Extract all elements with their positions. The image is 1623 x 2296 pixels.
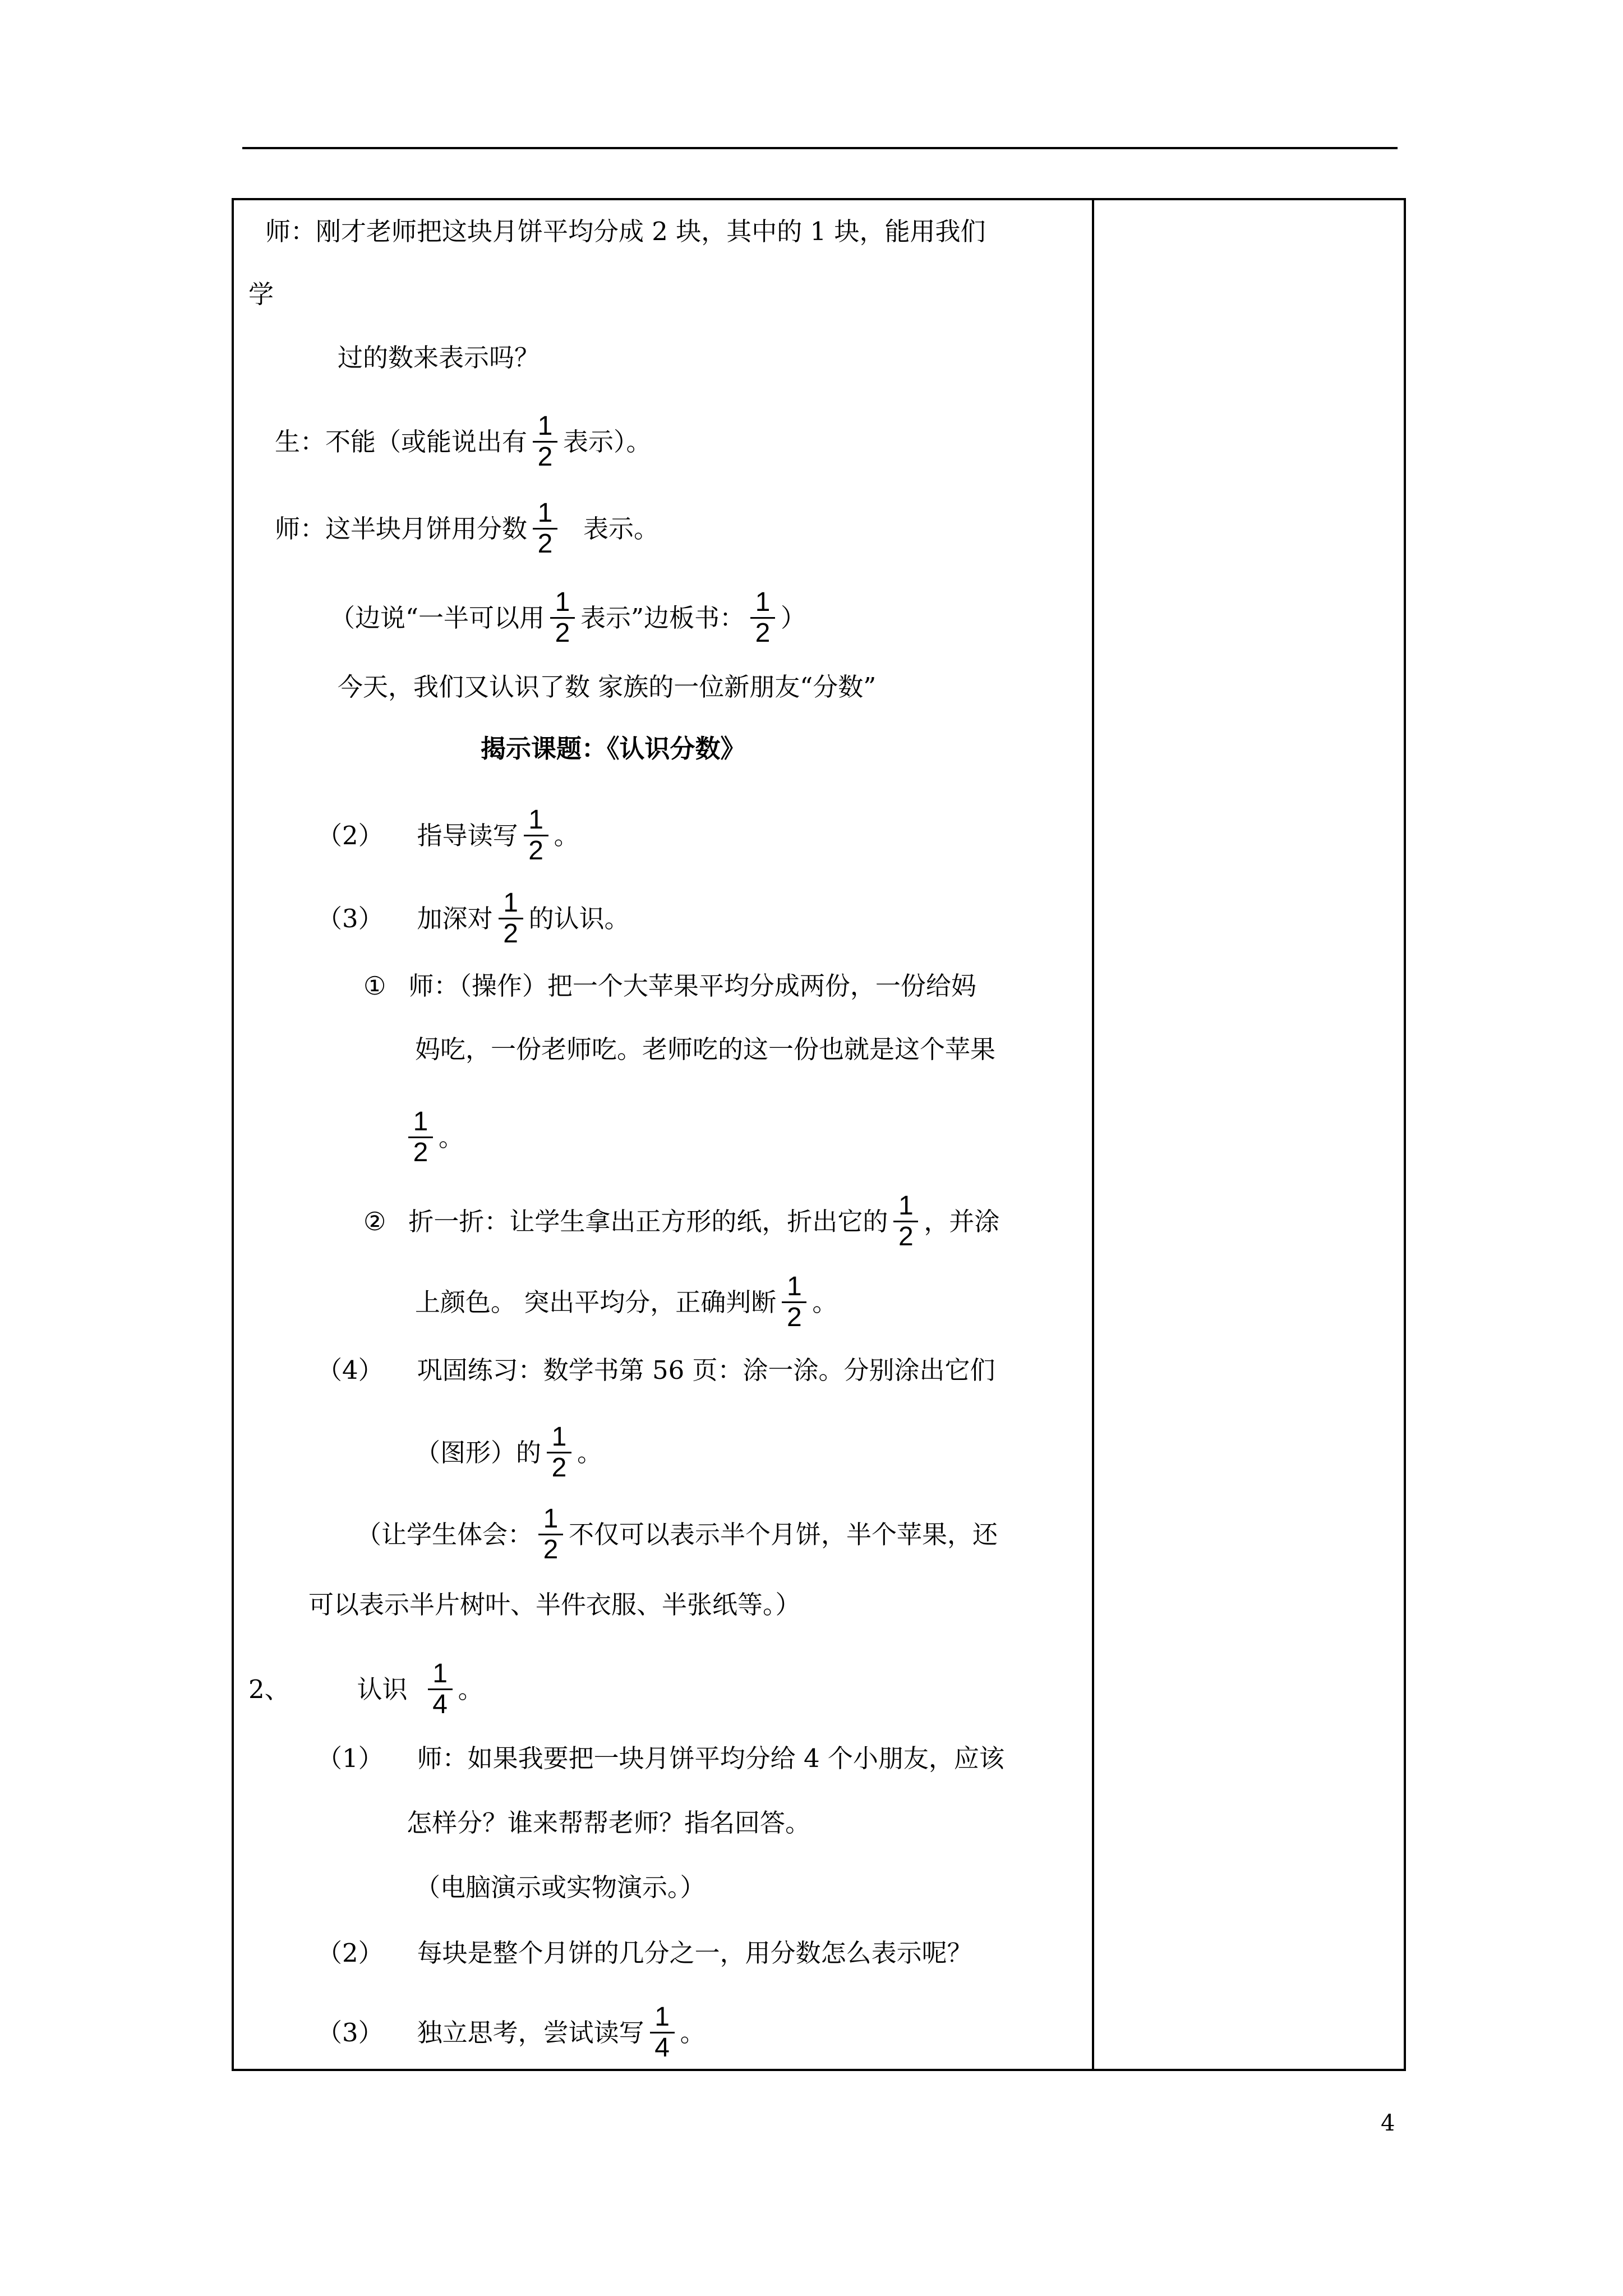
fraction-numerator: 1	[432, 1659, 448, 1688]
text-line	[408, 1107, 464, 1170]
fraction-numerator: 1	[555, 587, 570, 617]
list-marker: （3）	[317, 2018, 384, 2047]
line-text: 表示”边板书：	[580, 603, 745, 633]
fraction-denominator: 2	[528, 836, 543, 866]
header-rule	[242, 147, 1398, 149]
page-number: 4	[1381, 2110, 1395, 2136]
list-marker: 2、	[248, 1674, 290, 1704]
text-line	[317, 888, 630, 951]
line-text: ，并涂	[924, 1207, 1000, 1236]
fraction-numerator: 1	[755, 587, 771, 617]
fraction-denominator: 4	[432, 1690, 448, 1719]
list-marker: （1）	[317, 1743, 384, 1773]
fraction-numerator: 1	[528, 805, 543, 835]
line-text: 折一折：让学生拿出正方形的纸，折出它的	[408, 1207, 888, 1236]
fraction-denominator: 2	[503, 919, 518, 949]
text-line	[415, 1422, 603, 1485]
line-text: ）	[781, 603, 806, 633]
fraction	[750, 588, 775, 648]
line-text: 师：刚才老师把这块月饼平均分成 2 块，其中的 1 块，能用我们	[265, 217, 986, 246]
fraction	[428, 1659, 453, 1719]
fraction-denominator: 2	[755, 618, 771, 648]
list-marker: ①	[363, 971, 386, 1001]
fraction	[524, 806, 548, 866]
text-line	[415, 1033, 995, 1066]
line-text: 每块是整个月饼的几分之一，用分数怎么表示呢？	[417, 1938, 972, 1968]
fraction	[499, 889, 523, 949]
text-line	[356, 1504, 998, 1567]
line-text: 指导读写	[417, 821, 518, 850]
text-line	[317, 2002, 706, 2065]
text-line	[415, 1871, 706, 1904]
fraction-denominator: 2	[537, 442, 553, 472]
text-line	[338, 670, 876, 704]
text-line	[275, 411, 652, 474]
fraction-denominator: 2	[413, 1138, 428, 1167]
fraction	[533, 499, 557, 559]
line-text: 表示）。	[563, 427, 652, 457]
line-text: 。	[439, 1122, 464, 1152]
lesson-topic-heading	[481, 732, 746, 766]
fraction-denominator: 2	[898, 1222, 914, 1251]
text-line	[415, 1274, 837, 1335]
line-text: 。	[812, 1287, 838, 1317]
line-text: 的认识。	[528, 904, 630, 933]
line-text: （电脑演示或实物演示。）	[415, 1872, 706, 1902]
line-text: 表示。	[583, 514, 660, 544]
line-text: 过的数来表示吗？	[338, 343, 540, 372]
list-marker: （3）	[317, 904, 384, 933]
fraction-denominator: 2	[786, 1303, 802, 1332]
line-text: 巩固练习：数学书第 56 页：涂一涂。分别涂出它们	[417, 1355, 995, 1385]
line-text: （边说“一半可以用	[330, 603, 545, 633]
fraction-denominator: 2	[537, 529, 553, 559]
fraction-numerator: 1	[898, 1191, 914, 1221]
line-text: 上颜色。 突出平均分，正确判断	[415, 1287, 777, 1317]
line-text: 。	[458, 1674, 483, 1704]
text-line	[407, 1806, 810, 1840]
fraction	[550, 588, 575, 648]
fraction-numerator: 1	[654, 2002, 670, 2032]
fraction	[782, 1272, 806, 1332]
text-line	[275, 498, 660, 561]
list-marker: （2）	[317, 821, 384, 850]
table-column-divider	[1092, 198, 1094, 2071]
fraction-denominator: 2	[555, 618, 570, 648]
line-text: 可以表示半片树叶、半件衣服、半张纸等。）	[308, 1590, 801, 1619]
fraction	[547, 1423, 571, 1483]
fraction-denominator: 2	[551, 1453, 567, 1483]
fraction-numerator: 1	[503, 888, 518, 918]
line-text: 师：（操作）把一个大苹果平均分成两份，一份给妈	[408, 971, 976, 1001]
list-marker: ②	[363, 1207, 386, 1236]
line-text: 今天，我们又认识了数 家族的一位新朋友“分数”	[338, 672, 877, 702]
line-text: 怎样分？谁来帮帮老师？指名回答。	[407, 1808, 811, 1838]
list-marker: （2）	[317, 1938, 384, 1968]
text-line	[317, 805, 579, 868]
line-text: 揭示课题：《认识分数》	[481, 734, 746, 763]
line-text: 师：如果我要把一块月饼平均分给 4 个小朋友，应该	[417, 1743, 1004, 1773]
line-text: 。	[680, 2018, 706, 2047]
text-line	[338, 341, 540, 375]
text-line	[308, 1588, 801, 1622]
fraction-numerator: 1	[537, 498, 553, 528]
line-text: 。	[577, 1438, 603, 1467]
fraction-numerator: 1	[537, 411, 553, 441]
text-line	[330, 587, 806, 650]
text-line	[248, 278, 274, 311]
fraction-numerator: 1	[543, 1504, 559, 1534]
line-text: 妈吃，一份老师吃。老师吃的这一份也就是这个苹果	[415, 1034, 996, 1064]
text-line	[317, 1742, 1004, 1775]
fraction-numerator: 1	[413, 1107, 428, 1137]
fraction	[533, 412, 557, 472]
fraction	[650, 2003, 675, 2063]
line-text: 学	[248, 279, 274, 309]
line-text: 不仅可以表示半个月饼，半个苹果，还	[569, 1520, 998, 1549]
fraction-numerator: 1	[551, 1422, 567, 1452]
fraction-numerator: 1	[786, 1272, 802, 1301]
line-text: 生：不能（或能说出有	[275, 427, 528, 457]
text-line	[248, 1659, 483, 1722]
fraction	[538, 1504, 563, 1565]
fraction	[408, 1107, 433, 1167]
text-line	[317, 1936, 972, 1970]
fraction-denominator: 2	[543, 1535, 559, 1565]
text-line	[265, 215, 985, 249]
line-text: （图形）的	[415, 1438, 542, 1467]
fraction	[893, 1191, 918, 1251]
line-text: （让学生体会：	[356, 1520, 533, 1549]
fraction-denominator: 4	[654, 2033, 670, 2063]
line-text: 加深对	[417, 904, 493, 933]
text-line	[363, 969, 976, 1003]
list-marker: （4）	[317, 1355, 384, 1385]
line-text: 独立思考，尝试读写	[417, 2018, 644, 2047]
line-text: 。	[554, 821, 579, 850]
text-line	[363, 1191, 1000, 1254]
line-text: 认识	[357, 1674, 408, 1704]
text-line	[317, 1354, 995, 1387]
line-text: 师：这半块月饼用分数	[275, 514, 528, 544]
